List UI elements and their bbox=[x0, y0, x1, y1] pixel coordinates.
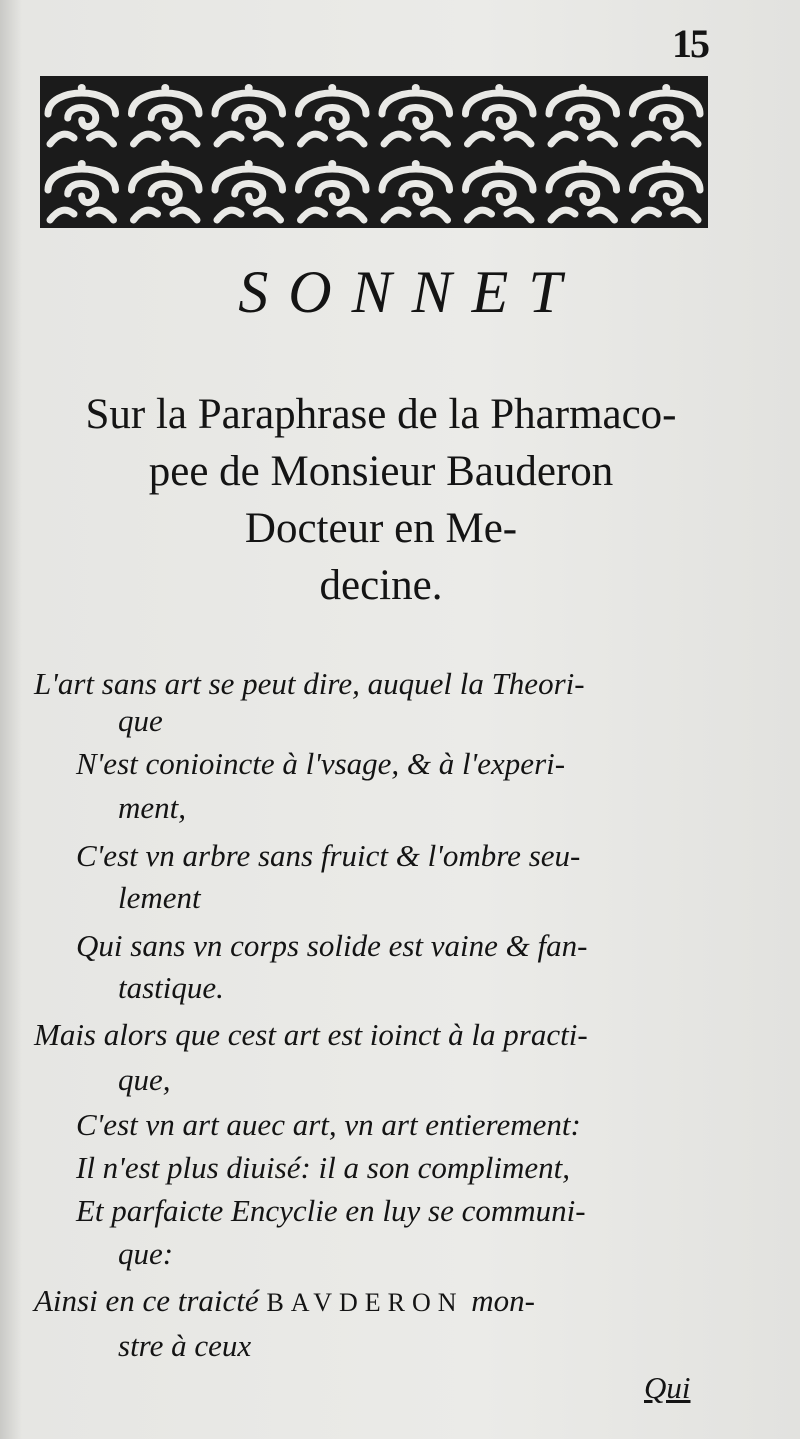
poem-line: Mais alors que cest art est ioinct à la practi- bbox=[34, 1017, 588, 1052]
subtitle-line: decine. bbox=[319, 562, 443, 609]
poem-line: Qui sans vn corps solide est vaine & fan- bbox=[76, 928, 588, 963]
author-name: BAVDERON bbox=[266, 1288, 464, 1317]
subtitle-line: Sur la Paraphrase de la Pharmaco- bbox=[85, 391, 677, 438]
subtitle-line: Docteur en Me- bbox=[244, 505, 518, 552]
poem-line: stre à ceux bbox=[118, 1328, 252, 1363]
sonnet-title: SONNET bbox=[238, 259, 582, 325]
poem-line: Et parfaicte Encyclie en luy se communi- bbox=[76, 1193, 586, 1228]
poem-line: C'est vn art auec art, vn art entierement: bbox=[76, 1107, 581, 1142]
poem-line: que bbox=[118, 703, 163, 738]
poem-line: tastique. bbox=[118, 970, 224, 1005]
page-number: 15 bbox=[672, 21, 708, 66]
poem-text: Ainsi en ce traicté bbox=[34, 1283, 259, 1318]
catchword: Qui bbox=[644, 1370, 691, 1405]
poem-line: ment, bbox=[118, 790, 187, 825]
poem-line: L'art sans art se peut dire, auquel la Theori- bbox=[34, 666, 585, 701]
poem-line: Il n'est plus diuisé: il a son compliment, bbox=[76, 1150, 570, 1185]
poem-line: C'est vn arbre sans fruict & l'ombre seu- bbox=[76, 838, 581, 873]
poem-line: que, bbox=[118, 1062, 171, 1097]
poem-line: que: bbox=[118, 1236, 174, 1271]
subtitle-line: pee de Monsieur Bauderon bbox=[148, 448, 614, 495]
poem-line: N'est conioincte à l'vsage, & à l'experi- bbox=[76, 746, 566, 781]
poem-line: lement bbox=[118, 880, 201, 915]
poem-line bbox=[34, 1283, 535, 1319]
poem-text: mon- bbox=[471, 1283, 536, 1318]
